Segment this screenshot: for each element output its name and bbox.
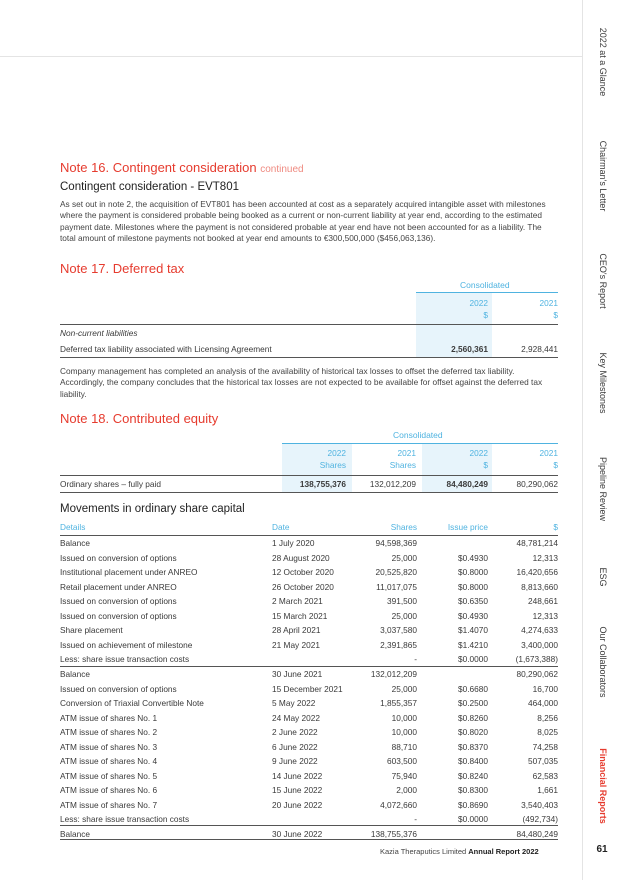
- row-issue-price: $0.8370: [458, 741, 488, 752]
- row-issue-price: $0.2500: [458, 698, 488, 708]
- table-row: [60, 638, 558, 653]
- table-row: [60, 477, 558, 492]
- row-details: Less: share issue transaction costs: [60, 814, 190, 824]
- row-shares: 391,500: [387, 596, 417, 606]
- note18-value: 80,290,062: [516, 479, 558, 489]
- row-date: 15 June 2022: [272, 785, 323, 795]
- row-details: Balance: [60, 828, 90, 839]
- row-date: 1 July 2020: [272, 538, 315, 548]
- row-details: ATM issue of shares No. 7: [60, 799, 158, 810]
- movements-col-amount: $: [553, 522, 558, 532]
- row-amount: 84,480,249: [516, 828, 558, 839]
- row-date: 15 December 2021: [272, 683, 343, 694]
- row-amount: 16,700: [532, 683, 558, 694]
- row-shares: 25,000: [391, 552, 417, 563]
- row-details: Issued on achievement of milestone: [60, 639, 193, 650]
- note17-unit-2021: $: [553, 310, 558, 320]
- note18-col-unit: $: [483, 460, 488, 470]
- row-details: ATM issue of shares No. 4: [60, 756, 158, 766]
- note17-body: [60, 326, 558, 358]
- note17-section-row: [60, 326, 558, 342]
- row-amount: 48,781,214: [516, 538, 558, 548]
- row-issue-price: $0.8240: [458, 770, 488, 781]
- row-date: 24 May 2022: [272, 712, 320, 723]
- row-issue-price: $0.4930: [458, 552, 488, 563]
- movements-body: [60, 536, 558, 842]
- note18-col-unit: Shares: [319, 460, 346, 470]
- row-date: 15 March 2021: [272, 610, 328, 621]
- table-row: [60, 565, 558, 580]
- table-row: [60, 682, 558, 697]
- nav-item-our-collaborators[interactable]: Our Collaborators: [598, 626, 608, 698]
- nav-item-pipeline-review[interactable]: Pipeline Review: [598, 456, 608, 522]
- note18-col-year: 2022: [327, 448, 346, 458]
- footer-company: Kazia Theraputics Limited: [380, 847, 467, 856]
- row-shares: 603,500: [387, 756, 417, 766]
- note17-section-label: Non-current liabilities: [60, 328, 138, 338]
- row-amount: 16,420,656: [516, 567, 558, 577]
- movements-header-row: [60, 520, 558, 534]
- note18-value: 132,012,209: [369, 479, 416, 489]
- row-date: 5 May 2022: [272, 698, 316, 708]
- nav-item-chairmans-letter[interactable]: Chairman's Letter: [598, 140, 608, 212]
- row-shares: 1,855,357: [380, 698, 417, 708]
- nav-item-ceos-report[interactable]: CEO's Report: [598, 253, 608, 309]
- note18-row-label: Ordinary shares – fully paid: [60, 479, 161, 489]
- table-row: [60, 580, 558, 595]
- note18-col-year: 2021: [539, 448, 558, 458]
- table-row: [60, 536, 558, 551]
- row-details: Conversion of Triaxial Convertible Note: [60, 698, 204, 708]
- row-shares: 4,072,660: [380, 799, 417, 810]
- note18-header-rule: [60, 475, 558, 476]
- footer-report: Annual Report 2022: [468, 847, 539, 856]
- table-row: [60, 696, 558, 711]
- row-issue-price: $0.8020: [458, 727, 488, 737]
- row-shares: 75,940: [391, 770, 417, 781]
- note18-header-year-row: [60, 446, 558, 458]
- note17-title: Note 17. Deferred tax: [60, 261, 185, 276]
- note17-header-unit-row: [60, 308, 558, 322]
- note17-paragraph: Company management has completed an analysis of the availability of historical tax losses to offset the deferred tax liability. Accordingly, the company concludes that the historical tax losses are not expected to be available for offset against the deferred tax liability.: [60, 366, 543, 399]
- row-issue-price: $0.4930: [458, 610, 488, 621]
- row-issue-price: $0.6350: [458, 596, 488, 606]
- row-shares: 132,012,209: [370, 668, 417, 679]
- note18-value: 138,755,376: [299, 479, 346, 489]
- row-amount: 4,274,633: [521, 625, 558, 635]
- row-issue-price: $1.4210: [458, 639, 488, 650]
- movements-col-shares: Shares: [390, 522, 417, 532]
- note18-header-unit-row: [60, 458, 558, 472]
- table-row: [60, 812, 558, 827]
- note16-heading: [60, 160, 304, 175]
- note18-body: [60, 477, 558, 492]
- movements-col-issue-price: Issue price: [447, 522, 488, 532]
- row-issue-price: $0.8300: [458, 785, 488, 795]
- row-shares: -: [414, 814, 417, 824]
- note18-col-year: 2022: [469, 448, 488, 458]
- row-amount: 12,313: [532, 552, 558, 563]
- row-date: 21 May 2021: [272, 639, 320, 650]
- row-amount: 1,661: [537, 785, 558, 795]
- row-amount: 507,035: [528, 756, 558, 766]
- table-row: [60, 711, 558, 726]
- table-row: [60, 652, 558, 667]
- row-shares: 10,000: [391, 712, 417, 723]
- row-shares: 3,037,580: [380, 625, 417, 635]
- row-details: ATM issue of shares No. 2: [60, 727, 158, 737]
- row-shares: -: [414, 654, 417, 664]
- row-issue-price: $0.8400: [458, 756, 488, 766]
- row-date: 6 June 2022: [272, 741, 318, 752]
- row-date: 28 April 2021: [272, 625, 321, 635]
- table-row: [60, 754, 558, 769]
- row-date: 9 June 2022: [272, 756, 318, 766]
- row-date: 2 March 2021: [272, 596, 323, 606]
- row-issue-price: $1.4070: [458, 625, 488, 635]
- row-issue-price: $0.6680: [458, 683, 488, 694]
- note16-continued: continued: [260, 164, 304, 175]
- row-amount: 12,313: [532, 610, 558, 621]
- row-details: Issued on conversion of options: [60, 683, 177, 694]
- table-row: [60, 798, 558, 813]
- page-number: 61: [596, 844, 608, 855]
- table-row: [60, 623, 558, 638]
- row-details: Share placement: [60, 625, 123, 635]
- table-row: [60, 783, 558, 798]
- row-date: 26 October 2020: [272, 581, 334, 592]
- top-divider: [0, 56, 582, 57]
- row-shares: 25,000: [391, 683, 417, 694]
- row-details: ATM issue of shares No. 3: [60, 741, 158, 752]
- row-details: Issued on conversion of options: [60, 610, 177, 621]
- row-shares: 10,000: [391, 727, 417, 737]
- row-details: ATM issue of shares No. 5: [60, 770, 158, 781]
- note18-col-unit: $: [553, 460, 558, 470]
- row-issue-price: $0.0000: [458, 654, 488, 664]
- note17-consolidated-label: Consolidated: [460, 280, 510, 290]
- row-amount: (492,734): [522, 814, 558, 824]
- row-date: 30 June 2022: [272, 828, 323, 839]
- row-date: 30 June 2021: [272, 668, 323, 679]
- row-shares: 2,000: [396, 785, 417, 795]
- note17-value-2021: 2,928,441: [521, 344, 558, 354]
- note18-consolidated-label: Consolidated: [393, 430, 443, 440]
- row-details: Institutional placement under ANREO: [60, 567, 198, 577]
- row-date: 2 June 2022: [272, 727, 318, 737]
- movements-title: Movements in ordinary share capital: [60, 503, 245, 515]
- note18-col-year: 2021: [397, 448, 416, 458]
- row-issue-price: $0.8690: [458, 799, 488, 810]
- row-date: 14 June 2022: [272, 770, 323, 781]
- row-amount: 464,000: [528, 698, 558, 708]
- row-issue-price: $0.0000: [458, 814, 488, 824]
- row-date: 20 June 2022: [272, 799, 323, 810]
- row-shares: 2,391,865: [380, 639, 417, 650]
- row-details: Issued on conversion of options: [60, 552, 177, 563]
- table-row: [60, 740, 558, 755]
- note17-unit-2022: $: [483, 310, 488, 320]
- row-details: Less: share issue transaction costs: [60, 654, 190, 664]
- row-issue-price: $0.8000: [458, 567, 488, 577]
- row-details: Issued on conversion of options: [60, 596, 177, 606]
- page-footer: [380, 847, 539, 856]
- table-row: [60, 342, 558, 358]
- note17-header-rule: [60, 324, 558, 325]
- table-row: [60, 594, 558, 609]
- row-details: Retail placement under ANREO: [60, 581, 177, 592]
- table-row: [60, 769, 558, 784]
- table-row: [60, 667, 558, 682]
- note17-bottom-rule: [60, 357, 558, 358]
- note18-title: Note 18. Contributed equity: [60, 411, 219, 426]
- note17-table: [60, 296, 558, 322]
- note17-header-year-row: [60, 296, 558, 308]
- row-shares: 11,017,075: [376, 581, 417, 592]
- note16-paragraph: As set out in note 2, the acquisition of EVT801 has been accounted at cost as a separately acquired intangible asset with milestones where the payment is considered probable being booked as a current or non-current liability at year end, according to the estimated payment date. Milestones where the payment is not considered probable at year end have not been accounted for as a liability. The total amount of milestone payments not booked at year end amounts to €300,500,000 ($456,063,136).: [60, 199, 546, 243]
- note17-col-2022: 2022: [469, 298, 488, 308]
- note16-title: Note 16. Contingent consideration: [60, 160, 257, 175]
- row-amount: 8,025: [537, 727, 558, 737]
- movements-col-details: Details: [60, 522, 86, 532]
- note18-bottom-rule: [60, 492, 558, 493]
- note16-subtitle: Contingent consideration - EVT801: [60, 181, 239, 193]
- side-navigation: [582, 0, 622, 880]
- nav-item-2022-at-a-glance[interactable]: 2022 at a Glance: [598, 27, 608, 97]
- row-amount: 8,256: [537, 712, 558, 723]
- row-date: 28 August 2020: [272, 552, 330, 563]
- row-amount: (1,673,388): [515, 654, 558, 664]
- row-shares: 94,598,369: [375, 538, 417, 548]
- note18-col-unit: Shares: [389, 460, 416, 470]
- movements-header: [60, 520, 558, 534]
- note17-row-label: Deferred tax liability associated with Licensing Agreement: [60, 344, 272, 354]
- note17-col-2021: 2021: [539, 298, 558, 308]
- nav-item-financial-reports[interactable]: Financial Reports: [598, 748, 608, 824]
- row-issue-price: $0.8260: [458, 712, 488, 723]
- movements-col-date: Date: [272, 522, 290, 532]
- row-issue-price: $0.8000: [458, 581, 488, 592]
- row-shares: 20,525,820: [375, 567, 417, 577]
- row-details: Balance: [60, 668, 90, 679]
- table-row: [60, 609, 558, 624]
- table-row: [60, 551, 558, 566]
- note18-header: [60, 446, 558, 472]
- note17-value-2022: 2,560,361: [451, 344, 488, 354]
- row-details: ATM issue of shares No. 1: [60, 712, 158, 723]
- row-shares: 88,710: [391, 741, 417, 752]
- row-shares: 138,755,376: [370, 828, 417, 839]
- row-amount: 80,290,062: [516, 668, 558, 679]
- row-amount: 8,813,660: [521, 581, 558, 592]
- nav-item-esg[interactable]: ESG: [598, 567, 608, 587]
- row-amount: 3,540,403: [521, 799, 558, 810]
- row-shares: 25,000: [391, 610, 417, 621]
- row-amount: 62,583: [532, 770, 558, 781]
- row-amount: 3,400,000: [521, 639, 558, 650]
- row-amount: 248,661: [528, 596, 558, 606]
- row-details: ATM issue of shares No. 6: [60, 785, 158, 795]
- note18-value: 84,480,249: [446, 479, 488, 489]
- table-row: [60, 725, 558, 740]
- movements-bottom-rule: [60, 839, 558, 840]
- row-date: 12 October 2020: [272, 567, 334, 577]
- nav-item-key-milestones[interactable]: Key Milestones: [598, 352, 608, 414]
- row-amount: 74,258: [532, 741, 558, 752]
- row-details: Balance: [60, 538, 90, 548]
